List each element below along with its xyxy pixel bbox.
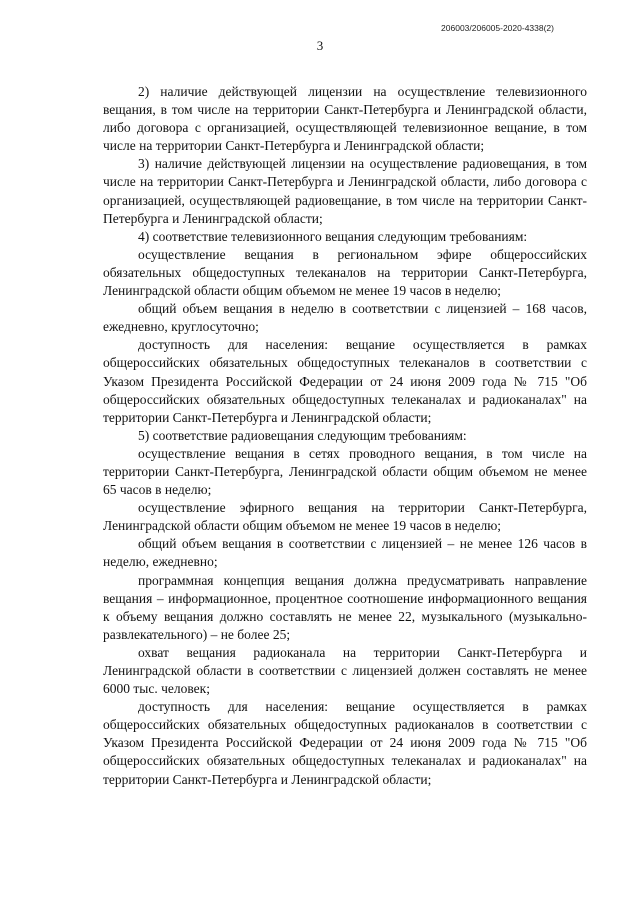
paragraph-tv-regional-broadcast: осуществление вещания в региональном эфире общероссийских обязательных общедоступных телеканалов на территории Санкт-Петербурга, Ленинградской области общим объемом не менее 19 часов в неделю; bbox=[103, 246, 587, 299]
paragraph-item-3-radio-license: 3) наличие действующей лицензии на осуществление радиовещания, в том числе на территории Санкт-Петербурга и Ленинградской области, либо договора с организацией, осуществляющей радиовещание, в том числе на территории Санкт-Петербурга и Ленинградской области; bbox=[103, 156, 587, 226]
paragraph-item-2-tv-license: 2) наличие действующей лицензии на осуществление телевизионного вещания, в том числе на территории Санкт-Петербурга и Ленинградской области, либо договора с организацией, осуществляющей телевизионное вещание, в том числе на территории Санкт-Петербурга и Ленинградской области; bbox=[103, 84, 587, 154]
paragraph-radio-program-concept: программная концепция вещания должна предусматривать направление вещания – информационное, процентное соотношение информационного вещания к объему вещания должно составлять не менее 22, музыкального (музыкально-развлекательного) – не более 25; bbox=[103, 572, 587, 642]
paragraph-radio-weekly-volume: общий объем вещания в соответствии с лицензией – не менее 126 часов в неделю, ежедневно; bbox=[103, 536, 587, 570]
paragraph-radio-coverage: охват вещания радиоканала на территории Санкт-Петербурга и Ленинградской области в соответствии с лицензией должен составлять не менее 6000 тыс. человек; bbox=[103, 644, 587, 697]
document-code: 206003/206005-2020-4338(2) bbox=[441, 23, 554, 33]
paragraph-tv-availability: доступность для населения: вещание осуществляется в рамках общероссийских обязательных общедоступных телеканалов в соответствии с Указом Президента Российской Федерации от 24 июня 2009 года № 715 "Об общероссийских обязательных общедоступных телеканалах и радиоканалах" на территории Санкт-Петербурга и Ленинградской области; bbox=[103, 337, 587, 425]
page-number: 3 bbox=[316, 38, 324, 53]
paragraph-tv-weekly-volume: общий объем вещания в неделю в соответствии с лицензией – 168 часов, ежедневно, круглосуточно; bbox=[103, 301, 587, 335]
paragraph-item-5-radio-requirements: 5) соответствие радиовещания следующим требованиям: bbox=[138, 427, 467, 443]
paragraph-radio-availability: доступность для населения: вещание осуществляется в рамках общероссийских обязательных общедоступных радиоканалов в соответствии с Указом Президента Российской Федерации от 24 июня 2009 года № 715 "Об общероссийских обязательных общедоступных телеканалах и радиоканалах" на территории Санкт-Петербурга и Ленинградской области; bbox=[103, 699, 587, 787]
paragraph-radio-air-broadcast: осуществление эфирного вещания на территории Санкт-Петербурга, Ленинградской области общим объемом не менее 19 часов в неделю; bbox=[103, 500, 587, 534]
paragraph-item-4-tv-requirements: 4) соответствие телевизионного вещания следующим требованиям: bbox=[138, 228, 528, 244]
document-body bbox=[103, 83, 587, 789]
paragraph-radio-wired-broadcast: осуществление вещания в сетях проводного вещания, в том числе на территории Санкт-Петербурга, Ленинградской области общим объемом не менее 65 часов в неделю; bbox=[103, 445, 587, 498]
